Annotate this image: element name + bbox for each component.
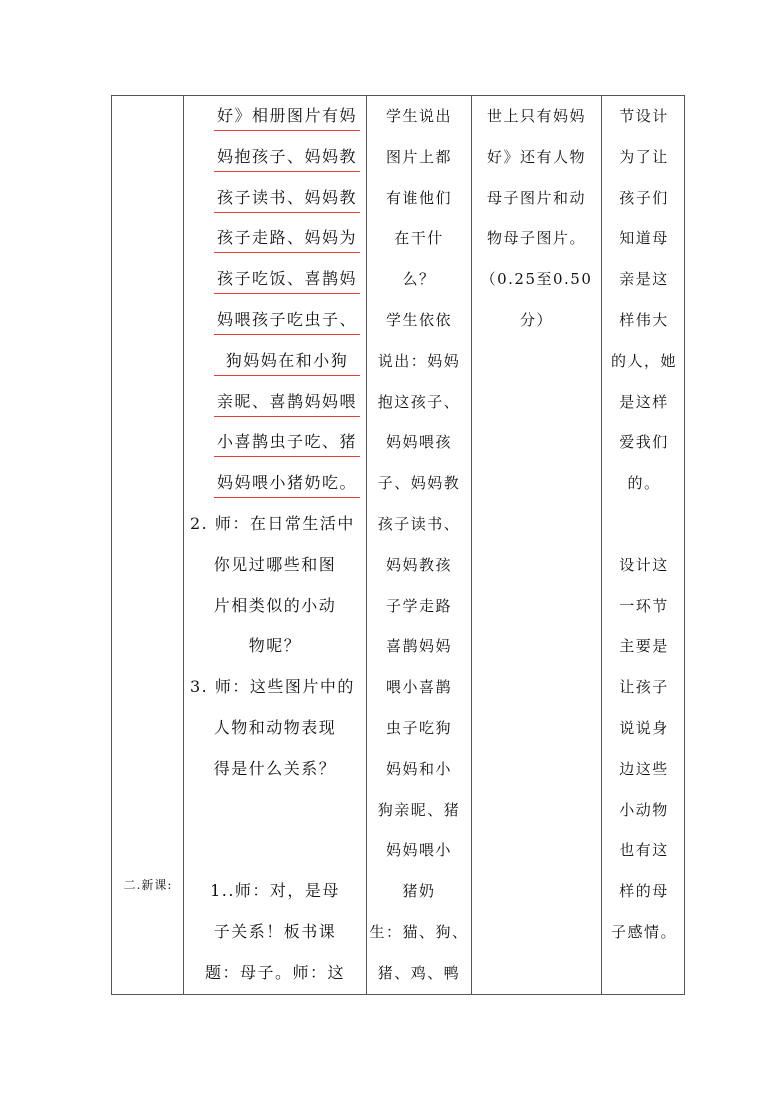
text-line: 世上只有妈妈 <box>486 107 586 125</box>
text-line: 孩子们 <box>619 188 669 207</box>
text-line: 好》相册图片有妈 <box>214 96 360 131</box>
text-line: 子、妈妈教 <box>377 474 461 493</box>
text-line: 妈妈喂孩 <box>385 433 452 452</box>
text-line: 有谁他们 <box>385 188 452 207</box>
text-line: 妈抱孩子、妈妈教 <box>214 137 360 172</box>
text-line: 妈妈喂小 <box>385 841 452 860</box>
text-line: 子学走路 <box>385 596 452 615</box>
text-line: 图片上都 <box>385 147 452 166</box>
student-activity-column <box>367 96 471 994</box>
text-line: 设计这 <box>619 555 669 574</box>
text-line <box>602 504 686 544</box>
design-intent-column <box>602 96 686 994</box>
text-line: 亲是这 <box>619 270 669 289</box>
text-line: 边这些 <box>619 759 669 778</box>
text-line: 样伟大 <box>619 311 669 329</box>
text-line: 妈妈教孩 <box>385 555 452 574</box>
text-line: 题：母子。师：这 <box>204 962 345 982</box>
text-line: 3. 师：这些图片中的 <box>190 677 355 697</box>
text-line: 母子图片和动 <box>486 188 586 207</box>
text-line: 孩子走路、妈妈为 <box>214 218 360 253</box>
section-label: 二.新课: <box>123 878 173 892</box>
text-line: 妈喂孩子吃虫子、 <box>214 300 360 335</box>
text-line: 主要是 <box>619 637 669 656</box>
text-line: 为了让 <box>619 147 669 166</box>
text-line: 学生说出 <box>385 107 452 125</box>
text-line: 一环节 <box>619 596 669 615</box>
text-line: 喂小喜鹊 <box>385 678 452 697</box>
text-line: 节设计 <box>619 107 669 125</box>
text-line: 子关系！板书课 <box>213 922 337 941</box>
text-line: 知道母 <box>619 229 669 248</box>
text-line: 学生依依 <box>385 311 452 329</box>
text-line: 狗妈妈在和小狗 <box>214 341 360 376</box>
text-line: 猪、鸡、鸭 <box>377 963 461 982</box>
text-line <box>184 830 366 870</box>
text-line: 子感情。 <box>610 923 677 941</box>
text-line: 妈妈和小 <box>385 759 452 778</box>
teacher-activity-column <box>184 96 366 994</box>
text-line: 片相类似的小动 <box>213 595 337 615</box>
text-line: 1..师：对，是母 <box>210 881 340 901</box>
text-line: 也有这 <box>619 841 669 860</box>
text-line: 小喜鹊虫子吃、猪 <box>214 422 360 457</box>
text-line: 物呢？ <box>248 636 302 656</box>
text-line: 得是什么关系？ <box>213 758 337 778</box>
media-resource-column <box>472 96 601 994</box>
text-line: 孩子读书、妈妈教 <box>214 178 360 213</box>
text-line: 么？ <box>402 270 436 289</box>
text-line: 人物和动物表现 <box>213 718 337 737</box>
text-line: 说说身 <box>619 719 669 737</box>
text-line: 物母子图片。 <box>486 229 586 248</box>
text-line: 孩子读书、 <box>377 515 461 533</box>
text-line: 猪奶 <box>402 882 436 901</box>
text-line: 狗亲昵、猪 <box>377 800 461 819</box>
text-line: 爱我们 <box>619 433 669 452</box>
text-line: 样的母 <box>619 882 669 901</box>
text-line: 的。 <box>627 474 661 493</box>
text-line <box>184 790 366 830</box>
text-line: （0.25至0.50 <box>480 270 593 289</box>
text-line: 妈妈喂小猪奶吃。 <box>214 463 360 498</box>
text-line: 的人，她 <box>610 351 677 370</box>
text-line: 你见过哪些和图 <box>213 554 337 574</box>
text-line: 2. 师：在日常生活中 <box>190 514 355 533</box>
text-line: 在干什 <box>394 229 444 248</box>
text-line: 说出：妈妈 <box>377 351 461 370</box>
text-line: 喜鹊妈妈 <box>385 637 452 656</box>
text-line: 分） <box>519 311 553 329</box>
text-line: 抱这孩子、 <box>377 392 461 411</box>
text-line: 亲昵、喜鹊妈妈喂 <box>214 382 360 417</box>
text-line: 虫子吃狗 <box>385 719 452 737</box>
text-line: 让孩子 <box>619 678 669 697</box>
text-line: 好》还有人物 <box>486 147 586 166</box>
text-line: 孩子吃饭、喜鹊妈 <box>214 259 360 294</box>
text-line: 生：猫、狗、 <box>369 923 469 941</box>
lesson-plan-table <box>111 95 685 995</box>
text-line: 小动物 <box>619 800 669 819</box>
text-line: 是这样 <box>619 392 669 411</box>
